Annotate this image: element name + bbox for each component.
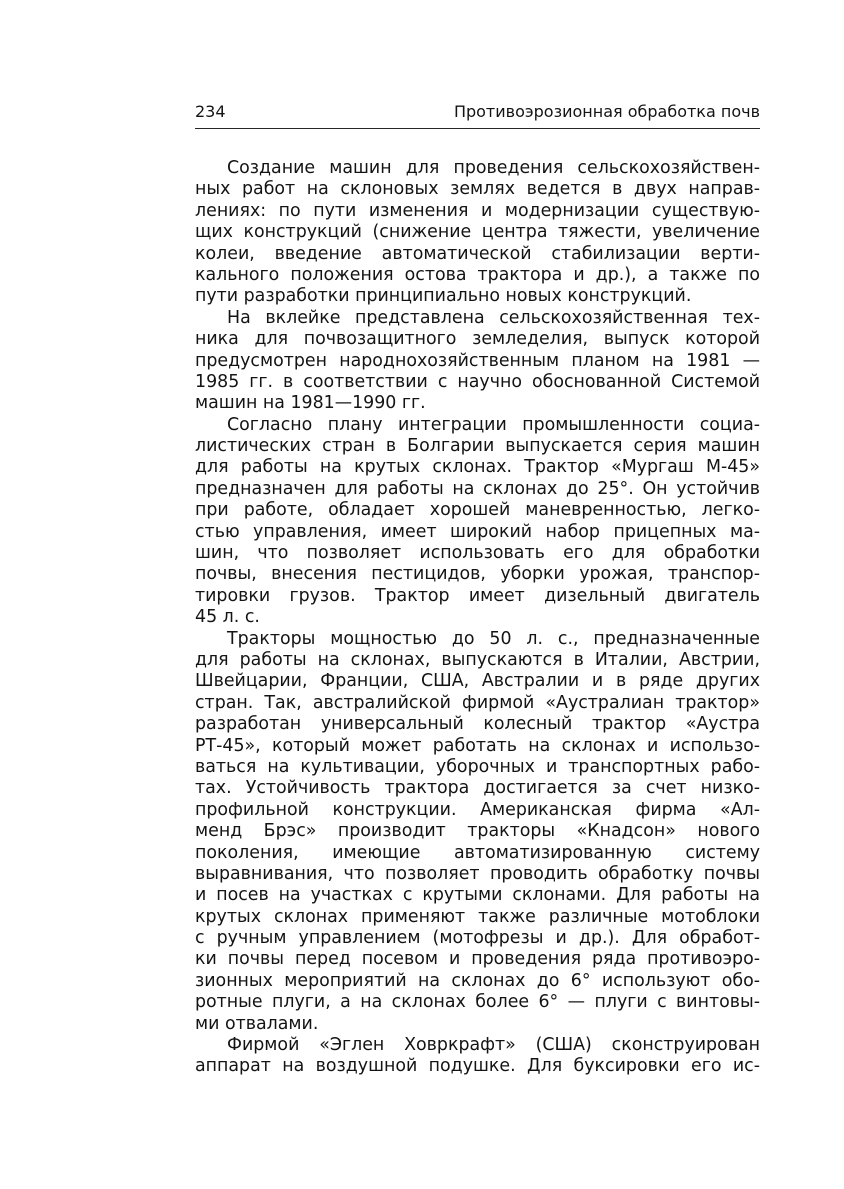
text-line: предназначен для работы на склонах до 25°. Он устойчив [195,478,760,499]
paragraph [195,308,760,415]
text-line: почвы, внесения пестицидов, уборки урожая, транспор- [195,564,760,585]
text-line: машин на 1981—1990 гг. [195,393,426,414]
text-line: шин, что позволяет использовать его для обработки [195,543,760,564]
text-line: поколения, имеющие автоматизированную систему [195,842,760,863]
paragraph [195,629,760,1035]
text-line: Тракторы мощностью до 50 л. с., предназначенные [227,628,760,649]
text-line: аппарат на воздушной подушке. Для буксировки его ис- [195,1056,760,1077]
text-line: пути разработки принципиально новых конструкций. [195,286,692,307]
text-line: менд Брэс» производит тракторы «Кнадсон» нового [195,821,760,842]
text-line: выравнивания, что позволяет проводить обработку почвы [195,863,760,884]
text-line: Фирмой «Эглен Ховркрафт» (США) сконструирован [227,1035,760,1056]
text-line: тировки грузов. Трактор имеет дизельный двигатель [195,585,760,606]
text-line: ных работ на склоновых землях ведется в двух направ- [195,179,760,200]
text-line: и посев на участках с крутыми склонами. Для работы на [195,885,760,906]
text-line: стью управления, имеет широкий набор прицепных ма- [195,521,760,542]
text-line: ротные плуги, а на склонах более 6° — плуги с винтовы- [195,992,760,1013]
text-line: На вклейке представлена сельскохозяйственная тех- [227,307,760,328]
page-header [195,100,760,130]
text-line: Согласно плану интеграции промышленности социа- [227,414,760,435]
header-rule [195,128,760,129]
text-line: предусмотрен народнохозяйственным планом на 1981 — [195,350,760,371]
text-line: ки почвы перед посевом и проведения ряда противоэро- [195,949,760,970]
text-line: Создание машин для проведения сельскохозяйствен- [227,158,760,178]
text-line: колеи, введение автоматической стабилизации верти- [195,243,760,264]
text-line: РТ-45», который может работать на склонах и использо- [195,735,760,756]
text-line: Швейцарии, Франции, США, Австралии и в ряде других [195,671,760,692]
text-line: ваться на культивации, уборочных и транспортных рабо- [195,756,760,777]
body-text [195,158,760,1078]
text-line: ника для почвозащитного земледелия, выпуск которой [195,329,760,350]
paragraph [195,415,760,629]
text-line: стран. Так, австралийской фирмой «Аустралиан трактор» [195,692,760,713]
paragraph [195,1035,760,1078]
text-line: разработан универсальный колесный трактор «Аустра [195,714,760,735]
running-title: Противоэрозионная обработка почв [453,102,760,121]
text-line: 1985 гг. в соответствии с научно обоснованной Системой [195,371,760,392]
text-line: с ручным управлением (мотофрезы и др.). Для обработ- [195,928,760,949]
paragraph [195,158,760,308]
text-line: листических стран в Болгарии выпускается серия машин [195,436,760,457]
text-line: лениях: по пути изменения и модернизации существую- [195,200,760,221]
text-line: для работы на крутых склонах. Трактор «Мургаш М-45» [195,457,760,478]
text-line: при работе, обладает хорошей маневренностью, легко- [195,500,760,521]
text-line: ми отвалами. [195,1013,319,1034]
text-line: профильной конструкции. Американская фирма «Ал- [195,799,760,820]
text-line: для работы на склонах, выпускаются в Италии, Австрии, [195,649,760,670]
text-line: щих конструкций (снижение центра тяжести, увеличение [195,222,760,243]
text-line: 45 л. с. [195,607,260,628]
text-line: тах. Устойчивость трактора достигается за счет низко- [195,778,760,799]
text-line: зионных мероприятий на склонах до 6° используют обо- [195,970,760,991]
page-number: 234 [195,102,226,121]
text-line: крутых склонах применяют также различные мотоблоки [195,906,760,927]
text-line: кального положения остова трактора и др.), а также по [195,264,760,285]
